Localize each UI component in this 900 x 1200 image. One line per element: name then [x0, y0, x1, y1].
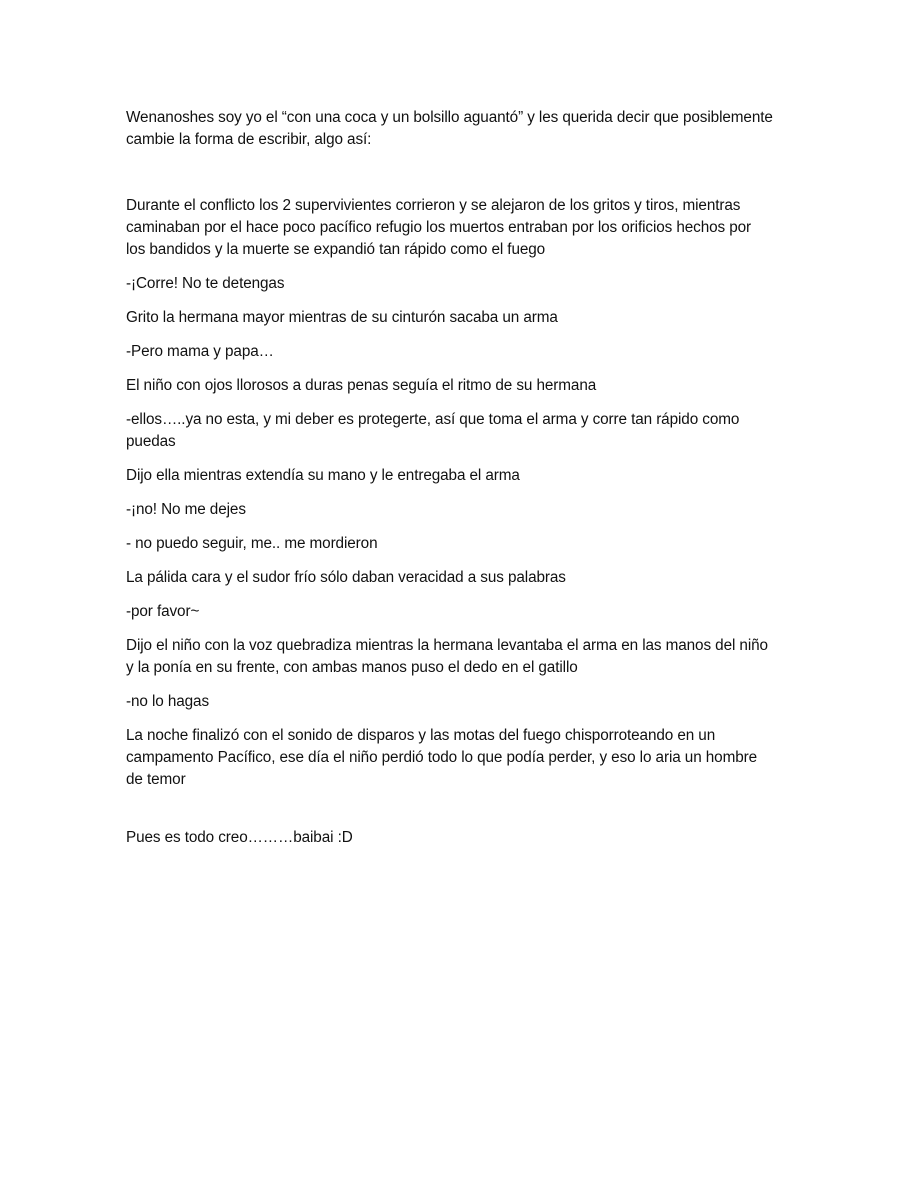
story-paragraph: Dijo ella mientras extendía su mano y le entregaba el arma [126, 467, 520, 484]
paragraph-spacer [126, 803, 774, 827]
story-paragraph: -¡no! No me dejes [126, 501, 246, 518]
story-paragraph: Dijo el niño con la voz quebradiza mientras la hermana levantaba el arma en las manos del niño y la ponía en su frente, con ambas manos puso el dedo en el gatillo [126, 637, 768, 676]
story-paragraph: -por favor~ [126, 603, 200, 620]
document-body [126, 107, 774, 861]
closing-paragraph: Pues es todo creo………baibai :D [126, 829, 353, 846]
story-paragraph: Durante el conflicto los 2 supervivientes corrieron y se alejaron de los gritos y tiros, mientras caminaban por el hace poco pacífico refugio los muertos entraban por los orificios hechos por los bandidos y la muerte se expandió tan rápido como el fuego [126, 197, 752, 258]
paragraph-spacer [126, 163, 774, 195]
story-paragraph: - no puedo seguir, me.. me mordieron [126, 535, 378, 552]
story-paragraph: -no lo hagas [126, 693, 209, 710]
story-paragraph: El niño con ojos llorosos a duras penas seguía el ritmo de su hermana [126, 377, 597, 394]
story-paragraph: -Pero mama y papa… [126, 343, 274, 360]
story-paragraph: -¡Corre! No te detengas [126, 275, 285, 292]
story-paragraph: -ellos…..ya no esta, y mi deber es protegerte, así que toma el arma y corre tan rápido como puedas [126, 411, 740, 450]
story-paragraph: La noche finalizó con el sonido de disparos y las motas del fuego chisporroteando en un campamento Pacífico, ese día el niño perdió todo lo que podía perder, y eso lo aria un hombre de temor [126, 727, 758, 788]
story-paragraph: Grito la hermana mayor mientras de su cinturón sacaba un arma [126, 309, 558, 326]
intro-paragraph: Wenanoshes soy yo el “con una coca y un bolsillo aguantó” y les querida decir que posiblemente cambie la forma de escribir, algo así: [126, 109, 773, 148]
story-paragraph: La pálida cara y el sudor frío sólo daban veracidad a sus palabras [126, 569, 566, 586]
